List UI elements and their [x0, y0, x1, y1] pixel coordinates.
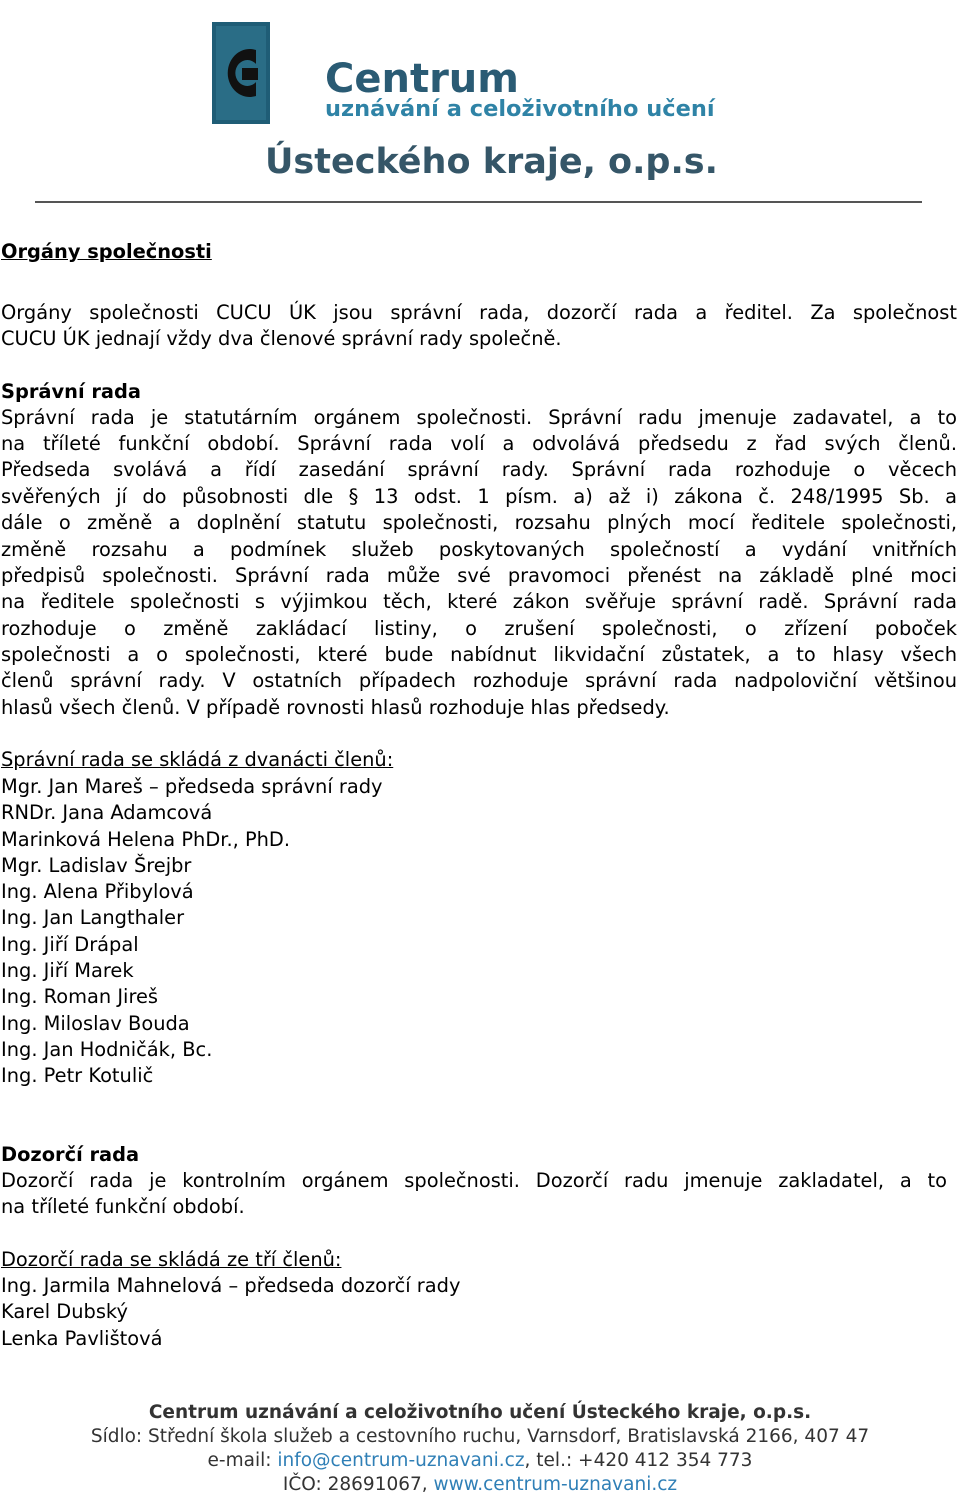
supervisory-line-1: Dozorčí rada je kontrolním orgánem společnosti. Dozorčí radu jmenuje zakladatel, a to — [1, 1169, 947, 1192]
header-region-title: Ústeckého kraje, o.p.s. — [265, 142, 718, 182]
footer-contact — [0, 1449, 960, 1473]
board-line-8: na ředitele společnosti s výjimkou těch, které zákon svěřuje správní radě. Správní rada — [1, 590, 957, 613]
footer-web-link[interactable]: www.centrum-uznavani.cz — [433, 1474, 678, 1495]
supervisory-member: Ing. Jarmila Mahnelová – předseda dozorčí rady — [1, 1274, 461, 1297]
board-line-4: svěřených jí do působnosti dle § 13 odst. 1 písm. a) až i) zákona č. 248/1995 Sb. a — [1, 485, 957, 508]
footer-ico-web — [0, 1473, 960, 1497]
board-line-1: Správní rada je statutárním orgánem společnosti. Správní radu jmenuje zadavatel, a to — [1, 406, 957, 429]
board-line-9: rozhoduje o změně zakládací listiny, o zrušení společnosti, o zřízení poboček — [1, 617, 957, 640]
supervisory-members-list — [1, 1273, 460, 1352]
section-title: Orgány společnosti — [1, 240, 212, 263]
board-member: Ing. Jiří Marek — [1, 959, 134, 983]
supervisory-member: Lenka Pavlištová — [1, 1326, 163, 1350]
intro-line-2: CUCU ÚK jednají vždy dva členové správní rady společně. — [1, 327, 562, 350]
centrum-logo-c-icon — [212, 22, 270, 124]
footer-address: Sídlo: Střední škola služeb a cestovního ruchu, Varnsdorf, Bratislavská 2166, 407 47 — [90, 1426, 870, 1447]
board-line-11: členů správní rady. V ostatních případech rozhoduje správní rada nadpoloviční většinou — [1, 669, 957, 692]
header-divider — [35, 201, 922, 203]
board-member: Ing. Alena Přibylová — [1, 880, 194, 904]
board-member: Marinková Helena PhDr., PhD. — [1, 827, 291, 851]
board-member: RNDr. Jana Adamcová — [1, 801, 213, 825]
intro-line-1: Orgány společnosti CUCU ÚK jsou správní rada, dozorčí rada a ředitel. Za společnost — [1, 301, 957, 324]
supervisory-member: Karel Dubský — [1, 1300, 128, 1324]
board-line-2: na tříleté funkční období. Správní rada volí a odvolává předsedu z řad svých členů. — [1, 432, 957, 455]
board-members-list — [1, 774, 383, 1090]
board-member: Mgr. Jan Mareš – předseda správní rady — [1, 775, 383, 798]
board-member: Ing. Miloslav Bouda — [1, 1011, 190, 1035]
board-member: Ing. Petr Kotulič — [1, 1064, 154, 1088]
footer-email-label: e-mail: — [207, 1450, 278, 1471]
board-member: Ing. Jiří Drápal — [1, 932, 139, 956]
board-member: Ing. Jan Langthaler — [1, 906, 185, 930]
board-line-10: společnosti a o společnosti, které bude nabídnut likvidační zůstatek, a to hlasy všech — [1, 643, 957, 666]
footer-email-link[interactable]: info@centrum-uznavani.cz — [277, 1450, 525, 1471]
supervisory-line-2: na tříleté funkční období. — [1, 1195, 245, 1218]
board-line-5: dále o změně a doplnění statutu společnosti, rozsahu plných mocí ředitele společnosti, — [1, 511, 957, 534]
logo-subtitle: uznávání a celoživotního učení — [325, 96, 715, 122]
board-members-heading: Správní rada se skládá z dvanácti členů: — [1, 748, 394, 771]
board-line-7: předpisů společnosti. Správní rada může své pravomoci přenést na základě plné moci — [1, 564, 957, 587]
footer-phone: , tel.: +420 412 354 773 — [524, 1450, 753, 1471]
footer-org: Centrum uznávání a celoživotního učení Ústeckého kraje, o.p.s. — [148, 1402, 812, 1423]
board-line-6: změně rozsahu a podmínek služeb poskytovaných společností a vydání vnitřních — [1, 538, 957, 561]
footer-ico: IČO: 28691067, — [282, 1474, 434, 1495]
board-heading: Správní rada — [1, 380, 141, 403]
board-line-3: Předseda svolává a řídí zasedání správní rady. Správní rada rozhoduje o věcech — [1, 458, 957, 481]
board-member: Ing. Jan Hodničák, Bc. — [1, 1037, 213, 1061]
logo-title: Centrum — [325, 56, 519, 102]
board-member: Mgr. Ladislav Šrejbr — [1, 853, 192, 877]
board-member: Ing. Roman Jireš — [1, 985, 159, 1009]
supervisory-heading: Dozorčí rada — [1, 1143, 140, 1166]
board-line-12: hlasů všech členů. V případě rovnosti hlasů rozhoduje hlas předsedy. — [1, 696, 670, 719]
supervisory-members-heading: Dozorčí rada se skládá ze tří členů: — [1, 1248, 342, 1271]
